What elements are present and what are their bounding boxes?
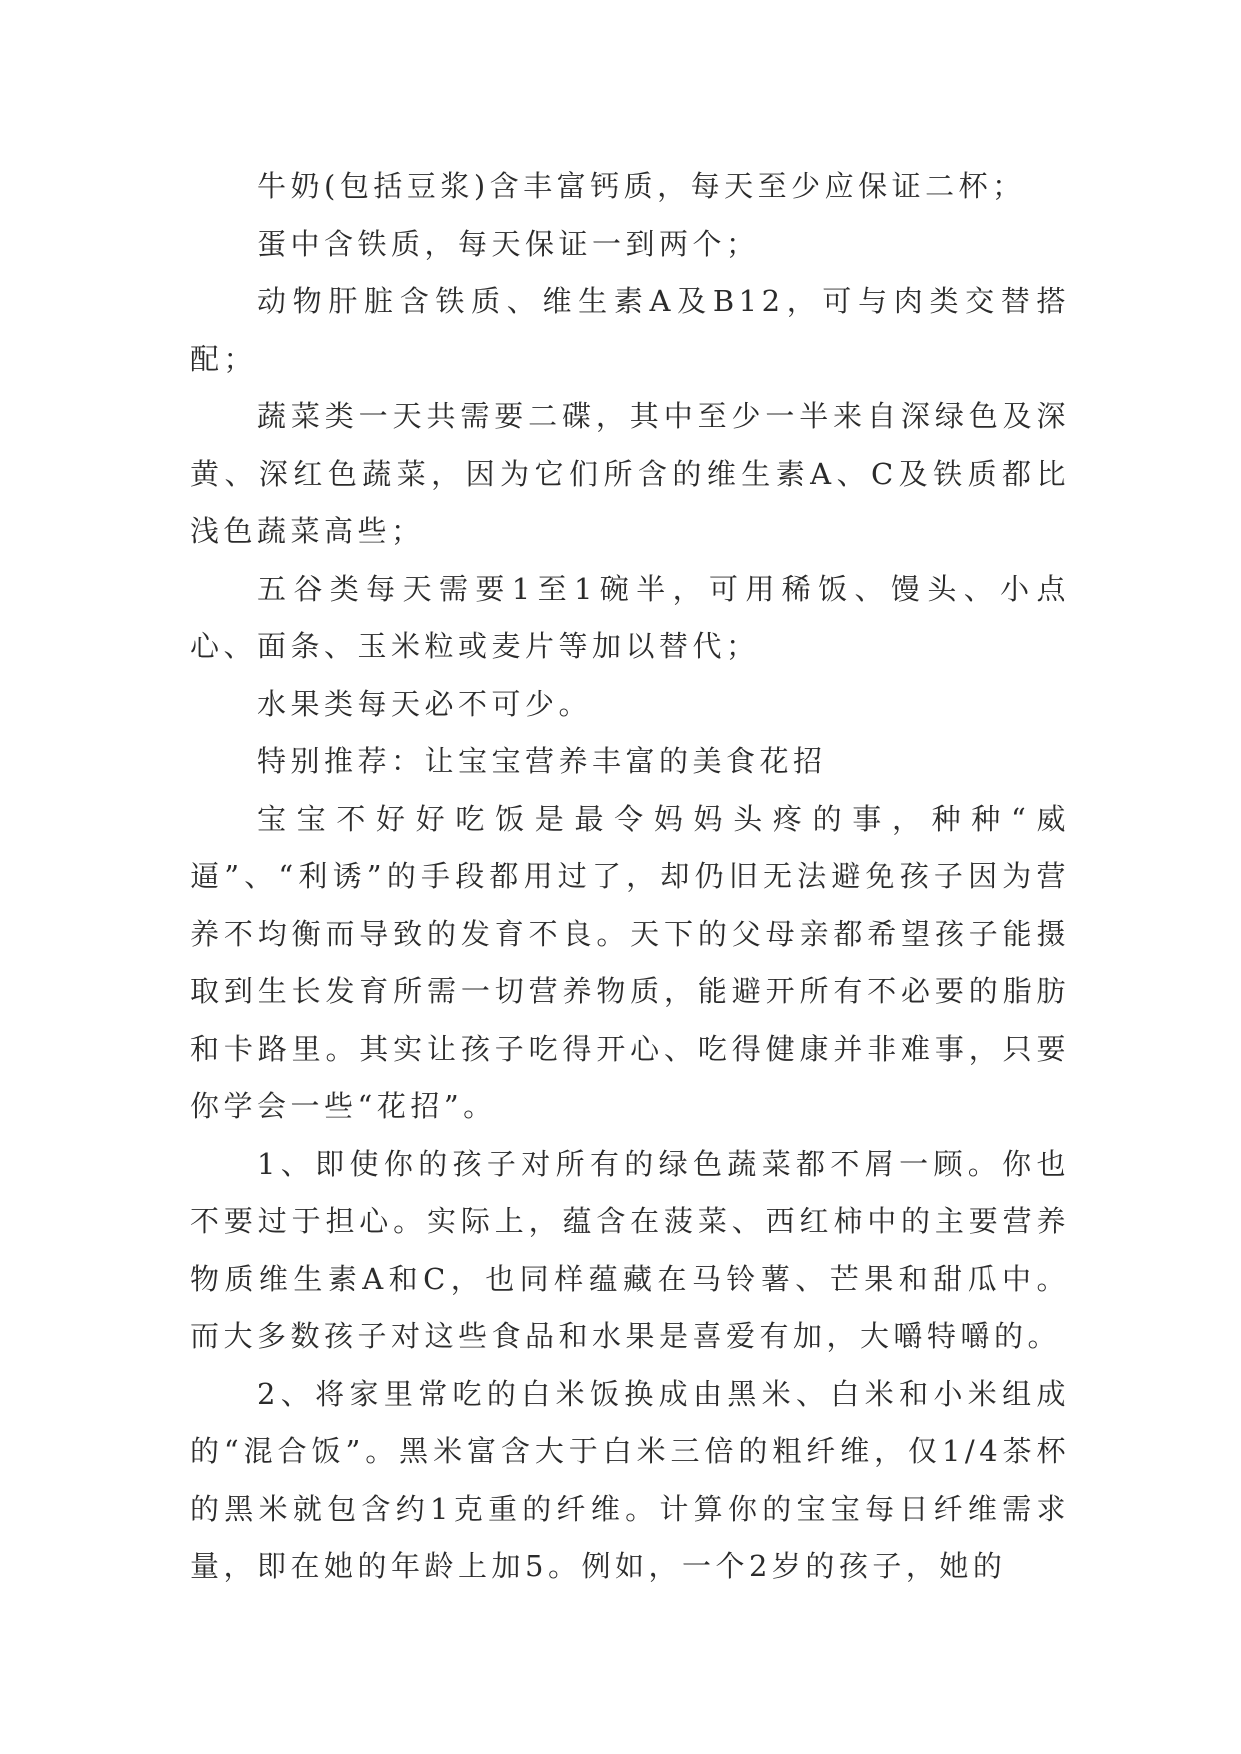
section-heading-recommendation: 特别推荐：让宝宝营养丰富的美食花招	[257, 744, 827, 778]
paragraph-fruit: 水果类每天必不可少。	[257, 686, 593, 721]
paragraph-intro: 宝宝不好好吃饭是最令妈妈头疼的事，种种“威逼”、“利诱”的手段都用过了，却仍旧无法避免孩子因为营养不均衡而导致的发育不良。天下的父母亲都希望孩子能摄取到生长发育所需一切营养物质，能避开所有不必要的脂肪和卡路里。其实让孩子吃得开心、吃得健康并非难事，只要你学会一些“花招”。	[190, 801, 1070, 1123]
paragraph-tip-1: 1、即使你的孩子对所有的绿色蔬菜都不屑一顾。你也不要过于担心。实际上，蕴含在菠菜、西红柿中的主要营养物质维生素A和C，也同样蕴藏在马铃薯、芒果和甜瓜中。而大多数孩子对这些食品和水果是喜爱有加，大嚼特嚼的。	[190, 1146, 1070, 1353]
paragraph-eggs: 蛋中含铁质，每天保证一到两个；	[257, 226, 760, 261]
paragraph-milk: 牛奶(包括豆浆)含丰富钙质，每天至少应保证二杯；	[257, 169, 1026, 203]
document-body	[190, 158, 1070, 1596]
paragraph-vegetables: 蔬菜类一天共需要二碟，其中至少一半来自深绿色及深黄、深红色蔬菜，因为它们所含的维生素A、C及铁质都比浅色蔬菜高些；	[190, 399, 1070, 548]
paragraph-tip-2: 2、将家里常吃的白米饭换成由黑米、白米和小米组成的“混合饭”。黑米富含大于白米三倍的粗纤维，仅1/4茶杯的黑米就包含约1克重的纤维。计算你的宝宝每日纤维需求量，即在她的年龄上加5。例如，一个2岁的孩子，她的	[190, 1376, 1070, 1583]
paragraph-liver: 动物肝脏含铁质、维生素A及B12，可与肉类交替搭配；	[190, 284, 1070, 376]
paragraph-grains: 五谷类每天需要1至1碗半，可用稀饭、馒头、小点心、面条、玉米粒或麦片等加以替代；	[190, 571, 1070, 663]
